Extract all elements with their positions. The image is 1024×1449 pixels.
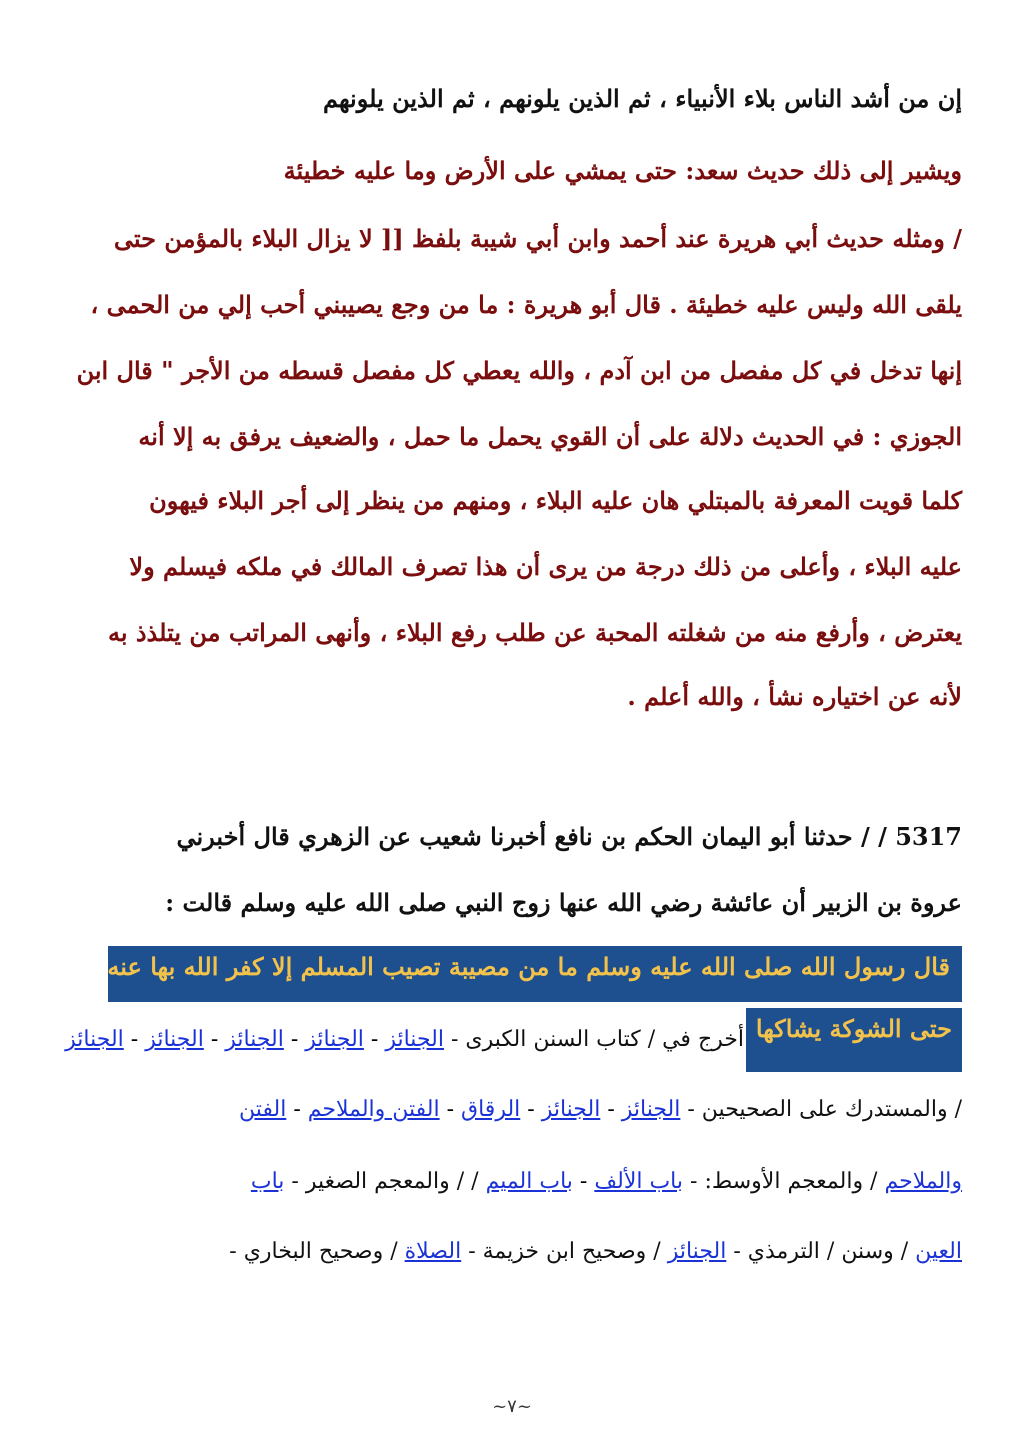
reference-prefix-1: أخرج في / كتاب السنن الكبرى - [450,1027,744,1052]
paragraph-line-5: إنها تدخل في كل مفصل من ابن آدم ، والله يعطي كل مفصل قسطه من الأجر " قال ابن [76,356,962,385]
link-janaiz-2[interactable]: الجنائز [305,1027,364,1052]
link-fitan[interactable]: الفتن [238,1097,287,1122]
paragraph-line-6: الجوزي : في الحديث دلالة على أن القوي يحمل ما حمل ، والضعيف يرفق به إلا أنه [138,422,962,451]
link-bab-mim[interactable]: باب الميم [485,1169,573,1194]
reference-text-4c: / وصحيح البخاري - [229,1239,398,1264]
link-riqaq[interactable]: الرقاق [461,1097,521,1122]
reference-line-4 [62,1240,962,1264]
paragraph-line-9: يعترض ، وأرفع منه من شغلته المحبة عن طلب رفع البلاء ، وأنهى المراتب من يتلذذ به [107,618,962,647]
hadith-line-1: 5317 / / حدثنا أبو اليمان الحكم بن نافع أخبرنا شعيب عن الزهري قال أخبرني [176,822,962,851]
paragraph-line-7: كلما قويت المعرفة بالمبتلي هان عليه البلاء ، ومنهم من ينظر إلى أجر البلاء فيهون [149,486,962,515]
reference-text-4a: / وسنن / الترمذي - [733,1239,909,1264]
reference-prefix-2: / والمستدرك على الصحيحين - [687,1097,962,1122]
link-fitan-malahim[interactable]: الفتن والملاحم [307,1097,440,1122]
paragraph-line-10: لأنه عن اختياره نشأ ، والله أعلم . [627,682,962,711]
reference-line-3: والملاحم / والمعجم الأوسط: - باب الألف - باب الميم / / والمعجم الصغير - باب [250,1169,962,1194]
paragraph-line-4: يلقى الله وليس عليه خطيئة . قال أبو هريرة : ما من وجع يصيبني أحب إلي من الحمى ، [90,290,962,319]
link-ayn[interactable]: العين [915,1239,962,1264]
link-janaiz-6[interactable]: الجنائز [621,1097,681,1122]
hadith-highlight-2: حتى الشوكة يشاكها [746,1008,962,1072]
reference-text-3a: / والمعجم الأوسط: - [690,1169,878,1194]
link-bab[interactable]: باب [250,1169,285,1194]
paragraph-line-2: ويشير إلى ذلك حديث سعد: حتى يمشي على الأرض وما عليه خطيئة [283,156,962,185]
link-salah[interactable]: الصلاة [404,1239,462,1264]
reference-text-4b: / وصحيح ابن خزيمة - [468,1239,661,1264]
page-number: ~٧~ [492,1396,532,1417]
link-janaiz-4[interactable]: الجنائز [145,1027,204,1052]
hadith-line-2: عروة بن الزبير أن عائشة رضي الله عنها زوج النبي صلى الله عليه وسلم قالت : [165,888,962,917]
link-malahim[interactable]: والملاحم [884,1169,962,1194]
link-janaiz-5[interactable]: الجنائز [65,1027,124,1052]
paragraph-line-1: إن من أشد الناس بلاء الأنبياء ، ثم الذين يلونهم ، ثم الذين يلونهم [323,84,962,113]
paragraph-line-3: / ومثله حديث أبي هريرة عند أحمد وابن أبي شيبة بلفظ [[ لا يزال البلاء بالمؤمن حتى [113,224,962,253]
link-janaiz-8[interactable]: الجنائز [667,1239,727,1264]
link-janaiz-3[interactable]: الجنائز [225,1027,284,1052]
link-bab-alif[interactable]: باب الألف [594,1169,684,1194]
paragraph-line-8: عليه البلاء ، وأعلى من ذلك درجة من يرى أن هذا تصرف المالك في ملكه فيسلم ولا [129,552,962,581]
reference-text-3b: / / والمعجم الصغير - [291,1169,479,1194]
hadith-highlight-1: قال رسول الله صلى الله عليه وسلم ما من مصيبة تصيب المسلم إلا كفر الله بها عنه [108,946,962,1002]
reference-line-1: أخرج في / كتاب السنن الكبرى - الجنائز - الجنائز - الجنائز - الجنائز - الجنائز [65,1027,744,1052]
link-janaiz-7[interactable]: الجنائز [541,1097,601,1122]
link-janaiz-1[interactable]: الجنائز [385,1027,444,1052]
reference-line-2: / والمستدرك على الصحيحين - الجنائز - الجنائز - الرقاق - الفتن والملاحم - الفتن [238,1097,962,1122]
